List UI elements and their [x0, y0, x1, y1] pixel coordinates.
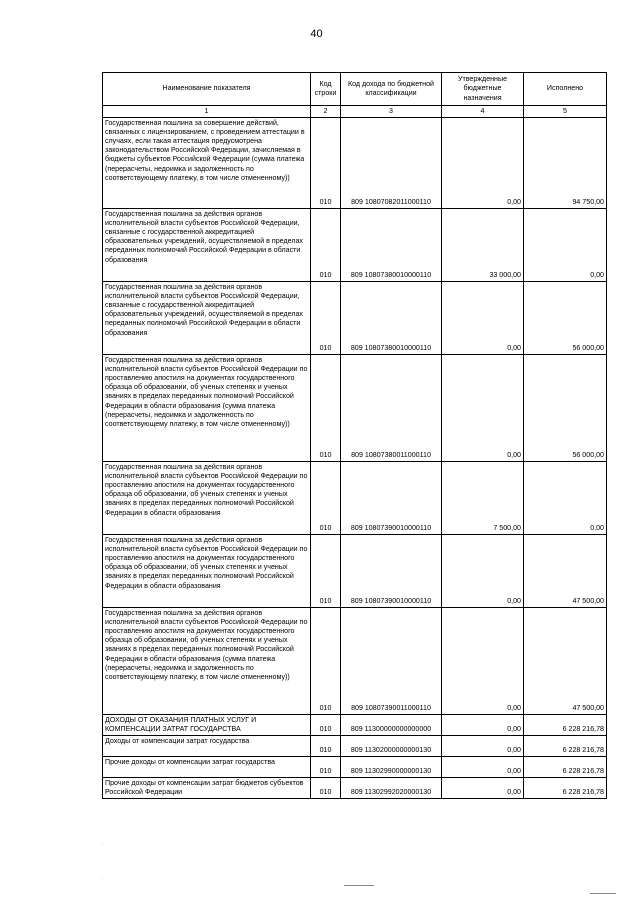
- income-code: 809 10807390010000110: [341, 535, 442, 608]
- table-row: [103, 355, 607, 462]
- income-code: 809 10807380011000110: [341, 355, 442, 462]
- scan-mark: ·: [101, 876, 103, 882]
- table-row: [103, 209, 607, 282]
- table-header-row: [103, 73, 607, 106]
- header-row-code: Код строки: [311, 73, 341, 106]
- income-code: 809 11302992020000130: [341, 778, 442, 799]
- indicator-name: Государственная пошлина за действия органов исполнительной власти субъектов Российской Федерации, связанные с государственной аккредитацией образовательных учреждений, осуществляемой в пределах переданных полномочий Российской Федерации в области образования: [103, 209, 311, 282]
- approved-amount: 0,00: [442, 282, 524, 355]
- executed-amount: 56 000,00: [524, 282, 607, 355]
- indicator-name: Государственная пошлина за действия органов исполнительной власти субъектов Российской Федерации по проставлению апостиля на документах государственного образца об образовании, об ученых степенях и ученых званиях в пределах переданных полномочий Российской Федерации в области образования: [103, 535, 311, 608]
- executed-amount: 0,00: [524, 209, 607, 282]
- row-code: 010: [311, 355, 341, 462]
- row-code: 010: [311, 757, 341, 778]
- indicator-name: Доходы от компенсации затрат государства: [103, 736, 311, 757]
- scan-line: [344, 885, 374, 886]
- header-name: Наименование показателя: [103, 73, 311, 106]
- table-row: [103, 736, 607, 757]
- header-approved: Утвержденные бюджетные назначения: [442, 73, 524, 106]
- table-row: [103, 462, 607, 535]
- row-code: 010: [311, 608, 341, 715]
- row-code: 010: [311, 736, 341, 757]
- row-code: 010: [311, 118, 341, 209]
- column-number: 2: [311, 106, 341, 118]
- executed-amount: 6 228 216,78: [524, 757, 607, 778]
- indicator-name: Прочие доходы от компенсации затрат государства: [103, 757, 311, 778]
- approved-amount: 33 000,00: [442, 209, 524, 282]
- executed-amount: 47 500,00: [524, 535, 607, 608]
- executed-amount: 6 228 216,78: [524, 778, 607, 799]
- column-number-row: [103, 106, 607, 118]
- approved-amount: 0,00: [442, 355, 524, 462]
- header-executed: Исполнено: [524, 73, 607, 106]
- executed-amount: 94 750,00: [524, 118, 607, 209]
- income-code: 809 10807380010000110: [341, 282, 442, 355]
- column-number: 1: [103, 106, 311, 118]
- executed-amount: 6 228 216,78: [524, 736, 607, 757]
- scan-line: [590, 893, 616, 894]
- approved-amount: 7 500,00: [442, 462, 524, 535]
- indicator-name: Прочие доходы от компенсации затрат бюджетов субъектов Российской Федерации: [103, 778, 311, 799]
- column-number: 4: [442, 106, 524, 118]
- approved-amount: 0,00: [442, 608, 524, 715]
- scan-mark: ·: [101, 842, 103, 848]
- executed-amount: 0,00: [524, 462, 607, 535]
- executed-amount: 6 228 216,78: [524, 715, 607, 736]
- indicator-name: Государственная пошлина за действия органов исполнительной власти субъектов Российской Федерации, связанные с государственной аккредитацией образовательных учреждений, осуществляемой в пределах переданных полномочий Российской Федерации в области образования: [103, 282, 311, 355]
- page-number: 40: [310, 28, 323, 40]
- indicator-name: Государственная пошлина за совершение действий, связанных с лицензированием, с проведением аттестации в случаях, если такая аттестация предусмотрена законодательством Российской Федерации, зачисляемая в бюджеты субъектов Российской Федерации (сумма платежа (перерасчеты, недоимка и задолженность по соответствующему платежу, в том числе отмененному)): [103, 118, 311, 209]
- table-row: [103, 757, 607, 778]
- approved-amount: 0,00: [442, 118, 524, 209]
- row-code: 010: [311, 778, 341, 799]
- row-code: 010: [311, 462, 341, 535]
- income-code: 809 10807390010000110: [341, 462, 442, 535]
- approved-amount: 0,00: [442, 778, 524, 799]
- header-income-code: Код дохода по бюджетной классификации: [341, 73, 442, 106]
- executed-amount: 56 000,00: [524, 355, 607, 462]
- indicator-name: Государственная пошлина за действия органов исполнительной власти субъектов Российской Федерации по проставлению апостиля на документах государственного образца об образовании, об ученых степенях и ученых званиях в пределах переданных полномочий Российской Федерации в области образования (сумма платежа (перерасчеты, недоимка и задолженность по соответствующему платежу, в том числе отмененному)): [103, 355, 311, 462]
- approved-amount: 0,00: [442, 736, 524, 757]
- row-code: 010: [311, 209, 341, 282]
- indicator-name: Государственная пошлина за действия органов исполнительной власти субъектов Российской Федерации по проставлению апостиля на документах государственного образца об образовании, об ученых степенях и ученых званиях в пределах переданных полномочий Российской Федерации в области образования (сумма платежа (перерасчеты, недоимка и задолженность по соответствующему платежу, в том числе отмененному)): [103, 608, 311, 715]
- table-row: [103, 715, 607, 736]
- income-code: 809 10807390011000110: [341, 608, 442, 715]
- table-row: [103, 535, 607, 608]
- income-code: 809 11302000000000130: [341, 736, 442, 757]
- budget-report-table: [102, 72, 607, 799]
- table-row: [103, 608, 607, 715]
- row-code: 010: [311, 715, 341, 736]
- income-code: 809 11300000000000000: [341, 715, 442, 736]
- column-number: 3: [341, 106, 442, 118]
- indicator-name: Государственная пошлина за действия органов исполнительной власти субъектов Российской Федерации по проставлению апостиля на документах государственного образца об образовании, об ученых степенях и ученых званиях в пределах переданных полномочий Российской Федерации в области образования: [103, 462, 311, 535]
- approved-amount: 0,00: [442, 757, 524, 778]
- indicator-name: ДОХОДЫ ОТ ОКАЗАНИЯ ПЛАТНЫХ УСЛУГ И КОМПЕНСАЦИИ ЗАТРАТ ГОСУДАРСТВА: [103, 715, 311, 736]
- column-number: 5: [524, 106, 607, 118]
- approved-amount: 0,00: [442, 535, 524, 608]
- approved-amount: 0,00: [442, 715, 524, 736]
- executed-amount: 47 500,00: [524, 608, 607, 715]
- row-code: 010: [311, 535, 341, 608]
- income-code: 809 10807082011000110: [341, 118, 442, 209]
- table-row: [103, 778, 607, 799]
- table-row: [103, 282, 607, 355]
- income-code: 809 11302990000000130: [341, 757, 442, 778]
- row-code: 010: [311, 282, 341, 355]
- income-code: 809 10807380010000110: [341, 209, 442, 282]
- table-row: [103, 118, 607, 209]
